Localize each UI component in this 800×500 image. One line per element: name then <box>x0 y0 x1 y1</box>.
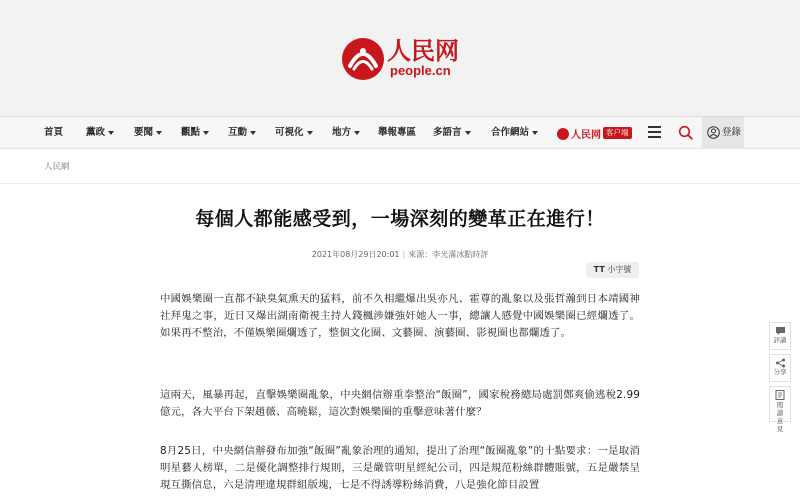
nav-item-partners[interactable] <box>491 117 538 149</box>
client-logo-text: 人民网 <box>571 130 601 141</box>
nav-item-interaction[interactable] <box>228 117 256 149</box>
share-icon <box>775 358 786 368</box>
nav-item-news[interactable] <box>134 117 162 149</box>
nav-item-home[interactable] <box>44 117 63 149</box>
site-logo[interactable] <box>340 36 465 82</box>
article-meta <box>0 249 800 260</box>
client-emblem-icon <box>557 128 569 140</box>
floating-sidebar <box>769 322 791 433</box>
nav-item-label: 首頁 <box>44 127 64 138</box>
nav-item-label: 觀點 <box>181 127 201 138</box>
chevron-down-icon <box>250 131 256 135</box>
chevron-down-icon <box>307 131 313 135</box>
nav-item-label: 合作網站 <box>491 127 530 138</box>
comment-icon <box>775 326 786 336</box>
chevron-down-icon <box>108 131 114 135</box>
masthead <box>0 0 800 117</box>
feedback-button[interactable] <box>769 386 791 433</box>
nav-item-visualization[interactable] <box>275 117 313 149</box>
article-title: 每個人都能感受到，一場深刻的變革正在進行！ <box>195 208 605 230</box>
feedback-icon <box>775 390 785 400</box>
main-navbar <box>0 117 800 149</box>
nav-item-party[interactable] <box>86 117 114 149</box>
nav-item-report[interactable] <box>378 117 416 149</box>
chevron-down-icon <box>354 131 360 135</box>
nav-item-label: 舉報專區 <box>378 127 417 138</box>
nav-item-label: 黨政 <box>86 127 106 138</box>
nav-item-label: 互動 <box>228 127 248 138</box>
nav-item-label: 可視化 <box>275 127 304 138</box>
logo-chinese-text: 人民网 <box>387 36 459 65</box>
nav-item-local[interactable] <box>332 117 360 149</box>
article-paragraph: 這兩天，風暴再起，直擊娛樂圈亂象，中央網信辦重拳整治“飯圈”，國家稅務總局處罰鄭爽偷逃稅2.99億元，各大平台下架趙薇、高曉鬆，這次對娛樂圈的重擊意味著什麼？ <box>160 389 640 419</box>
chevron-down-icon <box>532 131 538 135</box>
comment-button[interactable] <box>769 322 791 350</box>
font-size-icon: TT <box>593 265 605 274</box>
breadcrumb <box>0 150 800 184</box>
client-tag: 客户端 <box>603 127 632 139</box>
article-source: 來源：李光滿冰點時評 <box>408 250 489 259</box>
login-label: 登錄 <box>722 127 742 138</box>
share-label: 分享 <box>773 368 787 376</box>
comment-label: 評論 <box>773 336 787 344</box>
client-app-button[interactable] <box>557 123 633 143</box>
meta-divider: | <box>402 250 406 259</box>
nav-item-label: 地方 <box>332 127 352 138</box>
article-paragraph: 8月25日，中央網信辦發布加強“飯圈”亂象治理的通知，提出了治理“飯圈亂象”的十點要求：一是取消明星藝人榜單，二是優化調整排行規則，三是嚴管明星經紀公司，四是規范粉絲群體賬號，五是嚴禁呈現互撕信息，六是清理違規群組版塊，七是不得誘導粉絲消費，八是強化節目設置 <box>160 445 640 492</box>
chevron-down-icon <box>465 131 471 135</box>
client-logo <box>557 126 601 141</box>
user-icon <box>707 126 720 139</box>
feedback-label: 閱讀意見 <box>776 401 784 433</box>
login-button[interactable] <box>702 117 744 149</box>
article-paragraph: 中國娛樂圈一直都不缺臭氣熏天的猛料，前不久相繼爆出吳亦凡、霍尊的亂象以及張哲瀚到日本靖國神社拜鬼之事，近日又爆出湖南衛視主持人錢楓涉嫌強奸她人一事，總讓人感覺中國娛樂圈已經爛透了。如果再不整治，不僅娛樂圈爛透了，整個文化圈、文藝圈、演藝圈、影視圈也都爛透了。 <box>160 293 640 340</box>
chevron-down-icon <box>203 131 209 135</box>
nav-item-languages[interactable] <box>433 117 471 149</box>
share-button[interactable] <box>769 354 791 382</box>
search-icon[interactable] <box>678 125 693 140</box>
breadcrumb-link-home[interactable]: 人民網 <box>44 162 70 172</box>
article-datetime: 2021年08月29日20:01 <box>311 250 400 259</box>
chevron-down-icon <box>156 131 162 135</box>
menu-icon[interactable] <box>648 126 661 138</box>
logo-english-text: people.cn <box>390 63 451 78</box>
nav-item-label: 要聞 <box>134 127 154 138</box>
font-size-toggle[interactable] <box>586 262 639 278</box>
logo-emblem-icon <box>340 36 386 82</box>
font-size-label: 小字號 <box>607 265 632 274</box>
nav-item-opinion[interactable] <box>181 117 209 149</box>
nav-item-label: 多語言 <box>433 127 462 138</box>
